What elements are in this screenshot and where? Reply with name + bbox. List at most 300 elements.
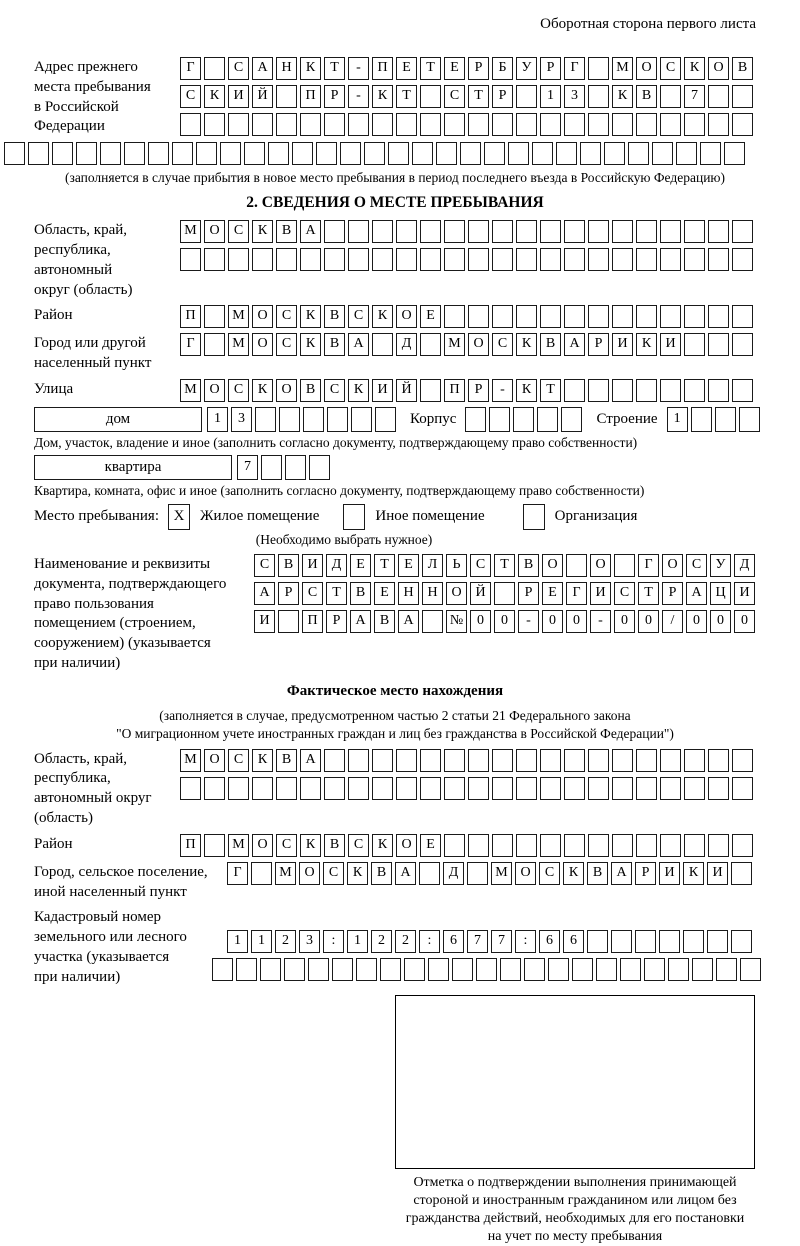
char-box[interactable]: 7 bbox=[491, 930, 512, 953]
char-box[interactable] bbox=[676, 142, 697, 165]
char-box[interactable]: И bbox=[590, 582, 611, 605]
char-box[interactable] bbox=[612, 379, 633, 402]
char-box[interactable] bbox=[380, 958, 401, 981]
char-box[interactable] bbox=[660, 379, 681, 402]
char-box[interactable] bbox=[564, 305, 585, 328]
char-box[interactable] bbox=[564, 113, 585, 136]
char-box[interactable]: О bbox=[446, 582, 467, 605]
char-box[interactable]: 1 bbox=[540, 85, 561, 108]
char-box[interactable] bbox=[300, 777, 321, 800]
char-box[interactable]: С bbox=[254, 554, 275, 577]
char-box[interactable] bbox=[660, 749, 681, 772]
char-box[interactable] bbox=[564, 220, 585, 243]
char-box[interactable] bbox=[588, 305, 609, 328]
char-box[interactable] bbox=[516, 834, 537, 857]
char-box[interactable] bbox=[513, 407, 534, 432]
char-box[interactable] bbox=[204, 777, 225, 800]
char-box[interactable] bbox=[612, 834, 633, 857]
char-box[interactable]: Р bbox=[662, 582, 683, 605]
char-box[interactable]: Л bbox=[422, 554, 443, 577]
char-box[interactable]: О bbox=[708, 57, 729, 80]
char-box[interactable]: Т bbox=[468, 85, 489, 108]
char-box[interactable] bbox=[732, 85, 753, 108]
char-box[interactable] bbox=[700, 142, 721, 165]
char-box[interactable] bbox=[707, 930, 728, 953]
char-box[interactable] bbox=[636, 220, 657, 243]
char-box[interactable]: С bbox=[348, 305, 369, 328]
char-box[interactable]: 1 bbox=[207, 407, 228, 432]
char-box[interactable]: 0 bbox=[614, 610, 635, 633]
char-box[interactable]: К bbox=[300, 57, 321, 80]
char-box[interactable]: Г bbox=[564, 57, 585, 80]
char-box[interactable] bbox=[52, 142, 73, 165]
char-box[interactable] bbox=[731, 930, 752, 953]
char-box[interactable] bbox=[284, 958, 305, 981]
char-box[interactable] bbox=[732, 379, 753, 402]
char-box[interactable]: 1 bbox=[251, 930, 272, 953]
char-box[interactable] bbox=[636, 248, 657, 271]
char-box[interactable]: О bbox=[542, 554, 563, 577]
char-box[interactable] bbox=[540, 834, 561, 857]
char-box[interactable]: К bbox=[372, 834, 393, 857]
char-box[interactable] bbox=[300, 113, 321, 136]
char-box[interactable]: Е bbox=[420, 834, 441, 857]
char-box[interactable] bbox=[404, 958, 425, 981]
char-box[interactable] bbox=[516, 305, 537, 328]
char-box[interactable] bbox=[588, 834, 609, 857]
char-box[interactable]: О bbox=[396, 305, 417, 328]
char-box[interactable]: К bbox=[348, 379, 369, 402]
char-box[interactable] bbox=[276, 777, 297, 800]
char-box[interactable] bbox=[588, 777, 609, 800]
char-box[interactable]: 3 bbox=[299, 930, 320, 953]
char-box[interactable]: Р bbox=[518, 582, 539, 605]
char-box[interactable]: 1 bbox=[227, 930, 248, 953]
char-box[interactable]: 6 bbox=[539, 930, 560, 953]
char-box[interactable] bbox=[396, 248, 417, 271]
char-box[interactable] bbox=[588, 113, 609, 136]
char-box[interactable] bbox=[340, 142, 361, 165]
char-box[interactable] bbox=[348, 248, 369, 271]
char-box[interactable]: Т bbox=[494, 554, 515, 577]
organization-checkbox[interactable] bbox=[523, 504, 545, 530]
char-box[interactable] bbox=[468, 834, 489, 857]
char-box[interactable] bbox=[684, 777, 705, 800]
char-box[interactable]: С bbox=[228, 749, 249, 772]
char-box[interactable] bbox=[708, 379, 729, 402]
char-box[interactable]: - bbox=[590, 610, 611, 633]
char-box[interactable] bbox=[467, 862, 488, 885]
char-box[interactable]: К bbox=[636, 333, 657, 356]
char-box[interactable] bbox=[540, 749, 561, 772]
char-box[interactable] bbox=[540, 248, 561, 271]
char-box[interactable] bbox=[556, 142, 577, 165]
char-box[interactable]: А bbox=[686, 582, 707, 605]
char-box[interactable]: В bbox=[300, 379, 321, 402]
char-box[interactable] bbox=[708, 834, 729, 857]
char-box[interactable]: М bbox=[275, 862, 296, 885]
char-box[interactable]: Ь bbox=[446, 554, 467, 577]
char-box[interactable] bbox=[396, 749, 417, 772]
char-box[interactable] bbox=[412, 142, 433, 165]
char-box[interactable]: 0 bbox=[542, 610, 563, 633]
char-box[interactable]: О bbox=[396, 834, 417, 857]
char-box[interactable] bbox=[388, 142, 409, 165]
char-box[interactable]: В bbox=[324, 305, 345, 328]
char-box[interactable] bbox=[516, 220, 537, 243]
char-box[interactable] bbox=[537, 407, 558, 432]
char-box[interactable] bbox=[516, 777, 537, 800]
char-box[interactable] bbox=[468, 777, 489, 800]
char-box[interactable] bbox=[324, 248, 345, 271]
char-box[interactable] bbox=[660, 113, 681, 136]
char-box[interactable] bbox=[220, 142, 241, 165]
char-box[interactable] bbox=[436, 142, 457, 165]
char-box[interactable]: М bbox=[180, 379, 201, 402]
char-box[interactable]: К bbox=[372, 85, 393, 108]
char-box[interactable] bbox=[396, 113, 417, 136]
char-box[interactable]: С bbox=[228, 379, 249, 402]
char-box[interactable] bbox=[422, 610, 443, 633]
char-box[interactable] bbox=[444, 113, 465, 136]
char-box[interactable] bbox=[684, 749, 705, 772]
char-box[interactable] bbox=[444, 777, 465, 800]
char-box[interactable] bbox=[532, 142, 553, 165]
char-box[interactable] bbox=[268, 142, 289, 165]
char-box[interactable]: В bbox=[276, 749, 297, 772]
char-box[interactable] bbox=[740, 958, 761, 981]
char-box[interactable] bbox=[492, 113, 513, 136]
char-box[interactable]: О bbox=[204, 379, 225, 402]
char-box[interactable]: С bbox=[348, 834, 369, 857]
char-box[interactable]: Н bbox=[422, 582, 443, 605]
char-box[interactable] bbox=[524, 958, 545, 981]
char-box[interactable]: С bbox=[276, 305, 297, 328]
char-box[interactable] bbox=[420, 333, 441, 356]
char-box[interactable] bbox=[732, 305, 753, 328]
char-box[interactable]: Н bbox=[398, 582, 419, 605]
char-box[interactable] bbox=[372, 777, 393, 800]
char-box[interactable] bbox=[252, 777, 273, 800]
char-box[interactable] bbox=[708, 749, 729, 772]
char-box[interactable] bbox=[732, 834, 753, 857]
char-box[interactable] bbox=[420, 379, 441, 402]
char-box[interactable] bbox=[468, 220, 489, 243]
char-box[interactable] bbox=[309, 455, 330, 480]
char-box[interactable] bbox=[660, 777, 681, 800]
char-box[interactable] bbox=[364, 142, 385, 165]
char-box[interactable] bbox=[564, 749, 585, 772]
char-box[interactable] bbox=[732, 113, 753, 136]
char-box[interactable]: В bbox=[324, 333, 345, 356]
char-box[interactable] bbox=[708, 333, 729, 356]
char-box[interactable] bbox=[444, 305, 465, 328]
char-box[interactable]: К bbox=[252, 749, 273, 772]
char-box[interactable] bbox=[100, 142, 121, 165]
char-box[interactable]: 6 bbox=[563, 930, 584, 953]
char-box[interactable] bbox=[476, 958, 497, 981]
char-box[interactable]: М bbox=[228, 333, 249, 356]
char-box[interactable]: П bbox=[180, 834, 201, 857]
char-box[interactable] bbox=[244, 142, 265, 165]
char-box[interactable]: А bbox=[348, 333, 369, 356]
char-box[interactable]: И bbox=[659, 862, 680, 885]
char-box[interactable] bbox=[540, 777, 561, 800]
char-box[interactable]: 0 bbox=[566, 610, 587, 633]
char-box[interactable]: Р bbox=[492, 85, 513, 108]
char-box[interactable]: Е bbox=[542, 582, 563, 605]
char-box[interactable]: С bbox=[323, 862, 344, 885]
char-box[interactable] bbox=[588, 85, 609, 108]
char-box[interactable]: И bbox=[372, 379, 393, 402]
char-box[interactable] bbox=[636, 305, 657, 328]
char-box[interactable] bbox=[372, 333, 393, 356]
char-box[interactable]: 2 bbox=[371, 930, 392, 953]
char-box[interactable]: О bbox=[468, 333, 489, 356]
char-box[interactable] bbox=[252, 248, 273, 271]
char-box[interactable] bbox=[204, 248, 225, 271]
char-box[interactable] bbox=[566, 554, 587, 577]
char-box[interactable] bbox=[732, 749, 753, 772]
char-box[interactable] bbox=[204, 333, 225, 356]
char-box[interactable]: Й bbox=[396, 379, 417, 402]
char-box[interactable]: 6 bbox=[443, 930, 464, 953]
char-box[interactable]: М bbox=[180, 749, 201, 772]
char-box[interactable]: 7 bbox=[467, 930, 488, 953]
char-box[interactable] bbox=[660, 305, 681, 328]
char-box[interactable]: П bbox=[444, 379, 465, 402]
char-box[interactable] bbox=[659, 930, 680, 953]
char-box[interactable] bbox=[260, 958, 281, 981]
char-box[interactable]: Р bbox=[278, 582, 299, 605]
char-box[interactable]: К bbox=[563, 862, 584, 885]
char-box[interactable] bbox=[420, 113, 441, 136]
char-box[interactable]: В bbox=[732, 57, 753, 80]
char-box[interactable] bbox=[516, 248, 537, 271]
char-box[interactable]: В bbox=[374, 610, 395, 633]
char-box[interactable] bbox=[628, 142, 649, 165]
char-box[interactable]: И bbox=[254, 610, 275, 633]
char-box[interactable] bbox=[324, 749, 345, 772]
char-box[interactable]: Т bbox=[540, 379, 561, 402]
char-box[interactable] bbox=[324, 220, 345, 243]
char-box[interactable] bbox=[516, 85, 537, 108]
char-box[interactable] bbox=[660, 85, 681, 108]
char-box[interactable] bbox=[308, 958, 329, 981]
char-box[interactable]: С bbox=[614, 582, 635, 605]
char-box[interactable] bbox=[494, 582, 515, 605]
char-box[interactable]: О bbox=[636, 57, 657, 80]
char-box[interactable] bbox=[508, 142, 529, 165]
char-box[interactable] bbox=[540, 113, 561, 136]
char-box[interactable] bbox=[739, 407, 760, 432]
char-box[interactable]: Р bbox=[635, 862, 656, 885]
char-box[interactable]: С bbox=[492, 333, 513, 356]
char-box[interactable] bbox=[708, 777, 729, 800]
char-box[interactable] bbox=[252, 113, 273, 136]
char-box[interactable] bbox=[348, 113, 369, 136]
char-box[interactable] bbox=[372, 220, 393, 243]
char-box[interactable] bbox=[172, 142, 193, 165]
char-box[interactable]: М bbox=[228, 305, 249, 328]
char-box[interactable] bbox=[612, 113, 633, 136]
char-box[interactable]: Р bbox=[540, 57, 561, 80]
char-box[interactable]: С bbox=[660, 57, 681, 80]
char-box[interactable] bbox=[564, 834, 585, 857]
char-box[interactable]: Д bbox=[734, 554, 755, 577]
char-box[interactable]: Т bbox=[638, 582, 659, 605]
char-box[interactable] bbox=[684, 834, 705, 857]
char-box[interactable]: П bbox=[372, 57, 393, 80]
char-box[interactable] bbox=[492, 305, 513, 328]
char-box[interactable] bbox=[204, 113, 225, 136]
char-box[interactable] bbox=[564, 248, 585, 271]
char-box[interactable] bbox=[684, 333, 705, 356]
char-box[interactable]: Й bbox=[470, 582, 491, 605]
char-box[interactable] bbox=[212, 958, 233, 981]
char-box[interactable] bbox=[489, 407, 510, 432]
char-box[interactable]: Е bbox=[374, 582, 395, 605]
char-box[interactable]: И bbox=[302, 554, 323, 577]
char-box[interactable] bbox=[327, 407, 348, 432]
char-box[interactable] bbox=[316, 142, 337, 165]
char-box[interactable] bbox=[148, 142, 169, 165]
char-box[interactable] bbox=[228, 113, 249, 136]
char-box[interactable] bbox=[332, 958, 353, 981]
char-box[interactable]: Ц bbox=[710, 582, 731, 605]
char-box[interactable] bbox=[180, 113, 201, 136]
char-box[interactable]: У bbox=[516, 57, 537, 80]
char-box[interactable]: Е bbox=[396, 57, 417, 80]
char-box[interactable] bbox=[708, 248, 729, 271]
char-box[interactable] bbox=[620, 958, 641, 981]
char-box[interactable] bbox=[228, 248, 249, 271]
char-box[interactable] bbox=[612, 777, 633, 800]
char-box[interactable] bbox=[324, 777, 345, 800]
char-box[interactable] bbox=[351, 407, 372, 432]
char-box[interactable] bbox=[276, 248, 297, 271]
char-box[interactable]: М bbox=[180, 220, 201, 243]
char-box[interactable] bbox=[644, 958, 665, 981]
char-box[interactable] bbox=[652, 142, 673, 165]
char-box[interactable] bbox=[285, 455, 306, 480]
char-box[interactable]: 0 bbox=[494, 610, 515, 633]
char-box[interactable]: С bbox=[228, 220, 249, 243]
char-box[interactable]: О bbox=[515, 862, 536, 885]
char-box[interactable]: К bbox=[252, 220, 273, 243]
char-box[interactable]: Д bbox=[443, 862, 464, 885]
char-box[interactable]: 1 bbox=[347, 930, 368, 953]
char-box[interactable]: 3 bbox=[231, 407, 252, 432]
char-box[interactable]: О bbox=[299, 862, 320, 885]
char-box[interactable] bbox=[636, 379, 657, 402]
char-box[interactable]: Р bbox=[588, 333, 609, 356]
char-box[interactable]: С bbox=[470, 554, 491, 577]
char-box[interactable] bbox=[348, 749, 369, 772]
char-box[interactable] bbox=[348, 220, 369, 243]
char-box[interactable] bbox=[348, 777, 369, 800]
char-box[interactable]: 1 bbox=[667, 407, 688, 432]
char-box[interactable] bbox=[468, 749, 489, 772]
char-box[interactable] bbox=[492, 834, 513, 857]
char-box[interactable]: К bbox=[300, 834, 321, 857]
char-box[interactable]: В bbox=[350, 582, 371, 605]
char-box[interactable]: Е bbox=[350, 554, 371, 577]
char-box[interactable] bbox=[396, 220, 417, 243]
char-box[interactable] bbox=[276, 85, 297, 108]
char-box[interactable]: К bbox=[516, 333, 537, 356]
char-box[interactable]: Е bbox=[444, 57, 465, 80]
char-box[interactable] bbox=[612, 248, 633, 271]
char-box[interactable]: С bbox=[686, 554, 707, 577]
char-box[interactable]: 0 bbox=[734, 610, 755, 633]
char-box[interactable] bbox=[236, 958, 257, 981]
char-box[interactable] bbox=[716, 958, 737, 981]
char-box[interactable] bbox=[460, 142, 481, 165]
char-box[interactable] bbox=[684, 113, 705, 136]
char-box[interactable] bbox=[588, 220, 609, 243]
char-box[interactable] bbox=[292, 142, 313, 165]
char-box[interactable] bbox=[444, 834, 465, 857]
char-box[interactable]: / bbox=[662, 610, 683, 633]
char-box[interactable] bbox=[691, 407, 712, 432]
char-box[interactable] bbox=[611, 930, 632, 953]
char-box[interactable]: 3 bbox=[564, 85, 585, 108]
char-box[interactable] bbox=[604, 142, 625, 165]
char-box[interactable] bbox=[636, 777, 657, 800]
char-box[interactable] bbox=[452, 958, 473, 981]
char-box[interactable] bbox=[492, 749, 513, 772]
char-box[interactable]: У bbox=[710, 554, 731, 577]
char-box[interactable]: П bbox=[302, 610, 323, 633]
char-box[interactable]: А bbox=[300, 749, 321, 772]
char-box[interactable]: Р bbox=[326, 610, 347, 633]
char-box[interactable] bbox=[636, 834, 657, 857]
char-box[interactable]: 2 bbox=[275, 930, 296, 953]
char-box[interactable]: Й bbox=[252, 85, 273, 108]
char-box[interactable] bbox=[324, 113, 345, 136]
char-box[interactable] bbox=[180, 777, 201, 800]
char-box[interactable]: И bbox=[228, 85, 249, 108]
char-box[interactable]: О bbox=[590, 554, 611, 577]
char-box[interactable]: А bbox=[300, 220, 321, 243]
char-box[interactable] bbox=[303, 407, 324, 432]
char-box[interactable]: Г bbox=[566, 582, 587, 605]
char-box[interactable]: Т bbox=[420, 57, 441, 80]
char-box[interactable]: Е bbox=[420, 305, 441, 328]
char-box[interactable] bbox=[724, 142, 745, 165]
char-box[interactable] bbox=[372, 113, 393, 136]
char-box[interactable]: В bbox=[276, 220, 297, 243]
char-box[interactable] bbox=[732, 248, 753, 271]
char-box[interactable]: Б bbox=[492, 57, 513, 80]
char-box[interactable] bbox=[204, 834, 225, 857]
char-box[interactable] bbox=[124, 142, 145, 165]
char-box[interactable]: С bbox=[539, 862, 560, 885]
char-box[interactable] bbox=[708, 113, 729, 136]
char-box[interactable] bbox=[420, 248, 441, 271]
char-box[interactable] bbox=[732, 777, 753, 800]
char-box[interactable]: В bbox=[636, 85, 657, 108]
char-box[interactable] bbox=[484, 142, 505, 165]
char-box[interactable] bbox=[492, 777, 513, 800]
char-box[interactable]: А bbox=[252, 57, 273, 80]
char-box[interactable] bbox=[204, 57, 225, 80]
char-box[interactable] bbox=[375, 407, 396, 432]
char-box[interactable] bbox=[540, 305, 561, 328]
char-box[interactable]: К bbox=[684, 57, 705, 80]
char-box[interactable]: В bbox=[371, 862, 392, 885]
